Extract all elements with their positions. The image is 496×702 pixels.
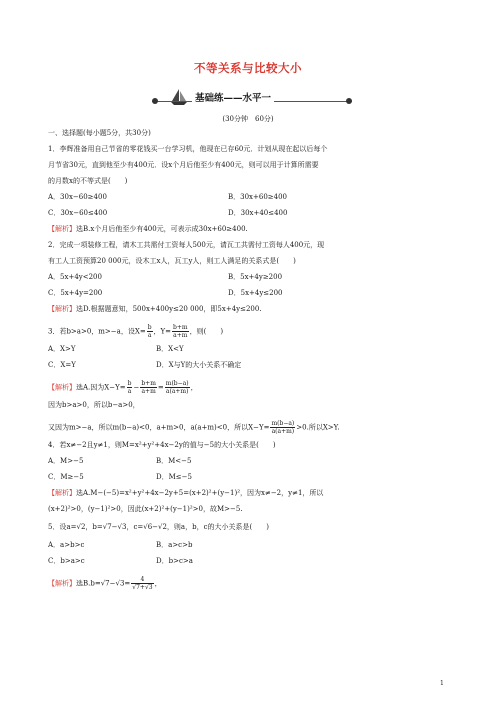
fraction-y	[172, 324, 189, 339]
q5-option-b: B．a>c>b	[156, 541, 193, 549]
q2-line-2: 有工人工资预算20 000元，设木工x人，瓦工y人，则工人满足的关系式是( )	[48, 257, 296, 265]
minus-sign: −	[133, 383, 140, 392]
time-score-info: (30分钟 60分)	[222, 115, 274, 123]
fraction-difference-2	[270, 420, 295, 435]
fraction-denominator: a	[127, 388, 132, 395]
q4-stem: 4．若x≠−2且y≠1，则M=x²+y²+4x−2y的值与−5的大小关系是( )	[48, 441, 276, 449]
q4-solution-text: 选A.M−(−5)=x²+y²+4x−2y+5=(x+2)²+(y−1)²，因为x≠−2，y≠1，所以	[76, 489, 324, 497]
q3-solution-line-2: 因为b>a>0，所以b−a>0，	[48, 401, 140, 409]
q1-solution-tag: 【解析】	[48, 225, 76, 233]
q2-solution-tag: 【解析】	[48, 305, 76, 313]
q5-solution-end: ，	[154, 579, 162, 588]
q3-stem-mid: ，Y=	[153, 327, 172, 336]
q1-options-row-1	[48, 192, 287, 202]
section-label: 基础练——水平一	[192, 90, 274, 104]
q1-options-row-2	[48, 208, 288, 218]
q3-solution-start: 选A.因为X−Y=	[76, 383, 126, 392]
fraction-denominator: a+m	[173, 332, 188, 339]
q1-option-a: A．30x−60≥400	[48, 193, 107, 201]
fraction-x	[147, 324, 153, 339]
q3-option-b: B．X<Y	[156, 345, 184, 353]
rule-left-dot	[152, 98, 158, 104]
q5-stem: 5．设a=√2，b=√7−√3，c=√6−√2，则a，b，c的大小关系是( )	[48, 523, 269, 531]
fraction-numerator: m(b−a)	[165, 380, 189, 387]
q2-options-row-1	[48, 272, 283, 282]
q3-stem-start: 3．若b>a>0，m>−a，设X=	[48, 327, 146, 336]
q3-options-row-1	[48, 344, 184, 354]
q5-option-a: A．a>b>c	[48, 541, 85, 549]
fraction-numerator: b+m	[141, 380, 156, 387]
q4-options-row-1	[48, 456, 192, 466]
q4-solution-line-1	[48, 488, 323, 498]
fraction-rationalized	[131, 576, 153, 591]
q4-options-row-2	[48, 472, 192, 482]
page-number: 1	[440, 680, 444, 687]
section-header	[152, 87, 352, 109]
q3-solution-line-3-start: 又因为m>−a，所以m(b−a)<0，a+m>0，a(a+m)<0，所以X−Y=	[48, 423, 270, 432]
q4-option-d: D．M≤−5	[156, 473, 192, 481]
q1-line-2: 月节省30元，直到他至少有400元．设x个月后他至少有400元，则可以用于计算所需要	[48, 161, 319, 169]
q2-option-b: B．5x+4y≥200	[228, 273, 283, 281]
q3-solution-line-3-end: >0.所以X>Y.	[296, 423, 340, 432]
q3-solution-line-3	[48, 420, 340, 435]
equals-sign: =	[157, 383, 164, 392]
q2-option-d: D．5x+4y≤200	[228, 289, 283, 297]
sailboat-icon	[170, 88, 188, 106]
q2-options-row-2	[48, 288, 283, 298]
q2-option-c: C．5x+4y=200	[48, 289, 103, 297]
q4-option-b: B．M<−5	[156, 457, 192, 465]
q1-option-d: D．30x+40≤400	[228, 209, 288, 217]
q3-option-d: D．X与Y的大小关系不确定	[156, 361, 242, 369]
q3-solution-end: ，	[190, 383, 198, 392]
fraction-denominator: √7+√3	[132, 584, 153, 591]
fraction-denominator: a(a+m)	[271, 428, 295, 435]
q3-option-a: A．X>Y	[48, 345, 76, 353]
q5-option-c: C．b>a>c	[48, 557, 85, 565]
part-heading: 一、选择题(每小题5分，共30分)	[48, 129, 151, 137]
q3-option-c: C．X=Y	[48, 361, 76, 369]
q1-line-3: 的月数x的不等式是( )	[48, 177, 128, 185]
q5-solution-start: 选B.b=√7−√3=	[76, 579, 131, 588]
q5-solution	[48, 576, 162, 591]
q1-solution-text: 选B.x个月后他至少有400元，可表示成30x+60≥400.	[76, 225, 248, 233]
q4-option-c: C．M≥−5	[48, 473, 84, 481]
fraction-numerator: b	[147, 324, 152, 331]
q2-solution	[48, 304, 262, 314]
q3-solution-line-1	[48, 380, 198, 395]
q3-options-row-2	[48, 360, 242, 370]
fraction-bm-over-am	[140, 380, 157, 395]
q1-line-1: 1．李辉准备用自己节省的零花钱买一台学习机，他现在已存60元．计划从现在起以后每个	[48, 145, 328, 153]
q3-stem	[48, 324, 223, 339]
q4-option-a: A．M>−5	[48, 457, 84, 465]
q5-option-d: D．b>c>a	[156, 557, 193, 565]
q4-solution-line-2: (x+2)²>0，(y−1)²>0，因此(x+2)²+(y−1)²>0，故M>−5.	[48, 505, 243, 513]
fraction-b-over-a	[127, 380, 133, 395]
fraction-numerator: b	[127, 380, 132, 387]
q1-option-b: B．30x+60≥400	[228, 193, 287, 201]
fraction-numerator: m(b−a)	[271, 420, 295, 427]
q2-option-a: A．5x+4y<200	[48, 273, 102, 281]
fraction-denominator: a	[147, 332, 152, 339]
q3-stem-end: ，则( )	[189, 327, 224, 336]
fraction-denominator: a+m	[141, 388, 156, 395]
q2-line-1: 2．完成一项装修工程，请木工共需付工资每人500元，请瓦工共需付工资每人400元，现	[48, 241, 325, 249]
fraction-numerator: b+m	[173, 324, 188, 331]
fraction-numerator: 4	[131, 576, 153, 584]
q3-solution-tag: 【解析】	[48, 383, 76, 392]
fraction-denominator: a(a+m)	[165, 388, 189, 395]
q1-solution	[48, 224, 248, 234]
rule-right-dot	[346, 98, 352, 104]
fraction-difference	[165, 380, 190, 395]
q5-options-row-2	[48, 556, 193, 566]
q2-solution-text: 选D.根据题意知，500x+400y≤20 000，即5x+4y≤200.	[76, 305, 262, 313]
q5-solution-tag: 【解析】	[48, 579, 76, 588]
document-title: 不等关系与比较大小	[194, 61, 302, 75]
q4-solution-tag: 【解析】	[48, 489, 76, 497]
q1-option-c: C．30x−60≤400	[48, 209, 108, 217]
q5-options-row-1	[48, 540, 193, 550]
